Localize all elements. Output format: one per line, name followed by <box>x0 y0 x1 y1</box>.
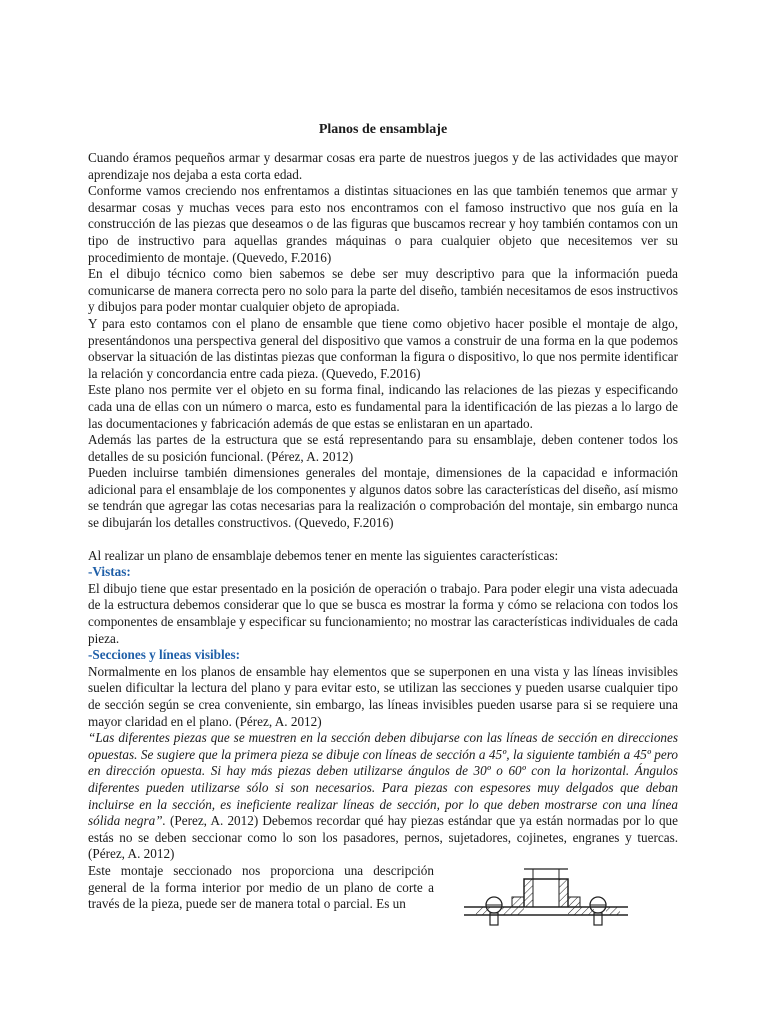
paragraph: Y para esto contamos con el plano de ensamble que tiene como objetivo hacer posible el montaje de algo, presentándonos una perspectiva general del dispositivo que vamos a construir de una forma en la que podemos observar la situación de las distintas piezas que conforman la figura o dispositivo, lo que nos permite identificar la relación y concordancia entre cada pieza. (Quevedo, F.2016) <box>88 315 678 381</box>
paragraph: Conforme vamos creciendo nos enfrentamos a distintas situaciones en las que también tenemos que armar y desarmar cosas y muchas veces para esto nos encontramos con el famoso instructivo que nos guía en la construcción de las piezas que deseamos o de las figuras que buscamos recrear y hoy también contamos con un tipo de instructivo para aquellas grandes máquinas o para cualquier objeto que necesitemos ver su procedimiento de montaje. (Quevedo, F.2016) <box>88 183 678 265</box>
paragraph-vistas: El dibujo tiene que estar presentado en la posición de operación o trabajo. Para poder elegir una vista adecuada de la estructura debemos considerar que lo que se busca es mostrar la forma y cómo se relaciona con todos los componentes de ensamblaje y especificar su funcionamiento; no mostrar las características individuales de cada pieza. <box>88 580 678 646</box>
features-intro: Al realizar un plano de ensamblaje debemos tener en mente las siguientes características: <box>88 547 559 563</box>
paragraph: En el dibujo técnico como bien sabemos se debe ser muy descriptivo para que la información pueda comunicarse de manera correcta pero no solo para la parte del diseño, también necesitamos de esos instructivos y dibujos para poder montar cualquier objeto de apropiada. <box>88 266 678 315</box>
page-title: Planos de ensamblaje <box>318 122 448 137</box>
quote-paragraph <box>88 730 678 863</box>
section-heading-vistas: -Vistas: <box>88 564 131 580</box>
paragraph: Pueden incluirse también dimensiones generales del montaje, dimensiones de la capacidad e información adicional para el ensamblaje de los componentes y algunos datos sobre las características del diseño, así mismo se tendrán que agregar las cotas necesarias para la realización o comprobación del montaje, sin embargo nunca se dibujarán los detalles constructivos. (Quevedo, F.2016) <box>88 465 678 531</box>
spacer <box>88 532 678 548</box>
paragraph: Este plano nos permite ver el objeto en su forma final, indicando las relaciones de las piezas y especificando cada una de ellas con un número o marca, esto es fundamental para la identificación de las piezas a lo largo de las documentaciones y fabricación además de que estas se enlistaran en un apartado. <box>88 382 678 431</box>
quote-followup: (Perez, A. 2012) Debemos recordar qué hay piezas estándar que ya están normadas por lo que estás no se deben seccionar como lo son los pasadores, pernos, sujetadores, cojinetes, engranes y tuercas. (Pérez, A. 2012) <box>88 813 678 862</box>
section-heading-secciones: -Secciones y líneas visibles: <box>88 647 241 663</box>
paragraph-secciones: Normalmente en los planos de ensamble hay elementos que se superponen en una vista y las líneas invisibles suelen dificultar la lectura del plano y para evitar esto, se utilizan las secciones y pueden usarse cualquier tipo de sección según se crea conveniente, sin embargo, las líneas invisibles pueden usarse para si se requiere una mayor claridad en el plano. (Pérez, A. 2012) <box>88 663 678 729</box>
figure-block <box>88 863 678 933</box>
quote-text: “Las diferentes piezas que se muestren en la sección deben dibujarse con las líneas de sección en direcciones opuestas. Se sugiere que la primera pieza se dibuje con líneas de sección a 45º, la siguiente también a 45º pero en dirección opuesta. Si hay más piezas deben utilizarse ángulos de 30º o 60º con la horizontal. Ángulos diferentes pueden utilizarse sólo si son necesarios. Para piezas con espesores muy delgados que deban incluirse en la sección, es ineficiente realizar líneas de sección, por lo que deben mostrarse con una línea sólida negra”. <box>88 730 678 829</box>
sectioned-assembly-drawing-icon <box>456 863 636 933</box>
paragraph: Cuando éramos pequeños armar y desarmar cosas era parte de nuestros juegos y de las actividades que mayor aprendizaje nos dejaba a esta corta edad. <box>88 150 678 182</box>
paragraph: Además las partes de la estructura que se está representando para su ensamblaje, deben contener todos los detalles de su posición funcional. (Pérez, A. 2012) <box>88 432 678 464</box>
paragraph-montaje: Este montaje seccionado nos proporciona una descripción general de la forma interior por medio de un plano de corte a través de la pieza, puede ser de manera total o parcial. Es un <box>88 862 434 912</box>
